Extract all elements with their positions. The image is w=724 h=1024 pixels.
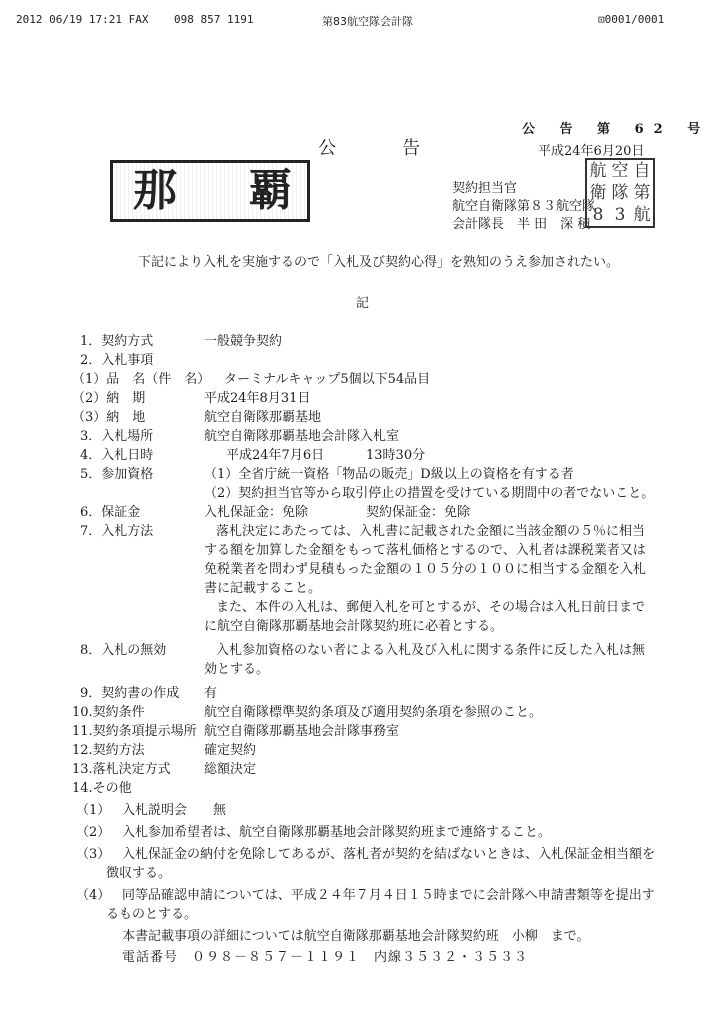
fax-page-icon: ⊡ — [598, 13, 605, 26]
item-value: 確定契約 — [204, 743, 257, 758]
item-value: 契約保証金：免除 — [366, 505, 471, 520]
other-label: （2） — [76, 825, 111, 840]
notice-date: 平成24年6月20日 — [538, 144, 645, 159]
item-line: （1）全省庁統一資格「物品の販売」D級以上の資格を有する者 — [204, 467, 574, 482]
item-line: また、本件の入札は、郵便入札を可とするが、その場合は入札日前日まで — [216, 600, 646, 615]
fax-page-count: 0001/0001 — [604, 13, 665, 26]
notice-number: 公 告 第 62 号 — [522, 122, 711, 137]
issuer-line3: 会計隊長 半 田 深 積 — [452, 217, 591, 232]
fax-sender: 第83航空隊会計隊 — [322, 15, 413, 28]
other-label: （3） — [76, 847, 111, 862]
item-value: 航空自衛隊那覇基地会計隊入札室 — [204, 429, 400, 444]
item-value: 有 — [204, 686, 218, 701]
item-line: 落札決定にあたっては、入札書に記載された金額に当該金額の５％に相当 — [216, 524, 646, 539]
item-value: 入札保証金：免除 — [204, 505, 309, 520]
item-value: 航空自衛隊標準契約条項及び適用契約条項を参照のこと。 — [204, 705, 543, 720]
contact-line: 本書記載事項の詳細については航空自衛隊那覇基地会計隊契約班 小柳 まで。 — [122, 929, 590, 944]
page-title: 公 告 — [318, 138, 444, 159]
seal-char: 隊 — [611, 183, 629, 203]
item-label: 5．参加資格 — [80, 467, 154, 482]
item-label: 6．保証金 — [80, 505, 141, 520]
other-line: 入札保証金の納付を免除してあるが、落札者が契約を結ばないときは、入札保証金相当額を — [122, 847, 656, 862]
item-value: 航空自衛隊那覇基地 — [204, 410, 322, 425]
item-label: （1）品 名（件 名） — [72, 372, 211, 387]
other-value: 入札参加希望者は、航空自衛隊那覇基地会計隊契約班まで連絡すること。 — [122, 825, 552, 840]
item-label: （2）納 期 — [72, 391, 146, 406]
seal-char: 第 — [633, 183, 651, 203]
item-label: 3．入札場所 — [80, 429, 154, 444]
seal-char: 自 — [633, 161, 651, 181]
other-line: 徴収する。 — [106, 866, 172, 881]
seal-char: 8 — [592, 205, 604, 225]
item-label: 11.契約条項提示場所 — [72, 724, 197, 739]
item-line: する額を加算した金額をもって落札価格とするので、入札者は課税業者又は — [204, 543, 646, 558]
other-value: 入札説明会 無 — [122, 803, 227, 818]
item-date: 平成24年7月6日 — [226, 448, 325, 463]
seal-char: 空 — [611, 161, 629, 181]
item-line: 免税業者を問わず見積もった金額の１０５分の１００に相当する金額を入札 — [204, 562, 647, 577]
seal-char: 航 — [633, 205, 651, 225]
item-label: 13.落札決定方式 — [72, 762, 171, 777]
item-value: 航空自衛隊那覇基地会計隊事務室 — [204, 724, 400, 739]
other-label: （1） — [76, 803, 111, 818]
item-line: に航空自衛隊那覇基地会計隊契約班に必着とする。 — [204, 619, 504, 634]
fax-datetime: 2012 06/19 17:21 FAX — [16, 13, 149, 26]
seal-char: 衛 — [589, 183, 607, 203]
item-line: 効とする。 — [204, 662, 270, 677]
item-line: 入札参加資格のない者による入札及び入札に関する条件に反した入札は無 — [216, 643, 646, 658]
item-value: 一般競争契約 — [204, 334, 283, 349]
fax-page — [598, 13, 664, 26]
item-value: 平成24年8月31日 — [204, 391, 311, 406]
naha-stamp: 那 覇 — [110, 160, 310, 222]
issuer-line2: 航空自衛隊第８３航空隊 — [452, 199, 596, 214]
phone-line: 電話番号 ０９８－８５７－１１９１ 内線３５３２・３５３３ — [122, 950, 529, 965]
item-line: （2）契約担当官等から取引停止の措置を受けている期間中の者でないこと。 — [204, 486, 655, 501]
other-line: 同等品確認申請については、平成２４年７月４日１５時までに会計隊へ申請書類等を提出す — [122, 888, 655, 903]
item-label: 1．契約方式 — [80, 334, 154, 349]
issuer-line1: 契約担当官 — [452, 181, 518, 196]
item-label: 2．入札事項 — [80, 353, 154, 368]
seal-char: 3 — [614, 205, 626, 225]
seal-char: 航 — [589, 161, 607, 181]
official-seal — [585, 158, 655, 228]
item-label: 12.契約方法 — [72, 743, 145, 758]
item-time: 13時30分 — [366, 448, 426, 463]
item-value: ターミナルキャップ5個以下54品目 — [224, 372, 431, 387]
item-label: 8．入札の無効 — [80, 643, 167, 658]
item-label: （3）納 地 — [72, 410, 146, 425]
item-label: 10.契約条件 — [72, 705, 145, 720]
fax-number: 098 857 1191 — [174, 13, 254, 26]
other-label: （4） — [76, 888, 111, 903]
item-label: 4．入札日時 — [80, 448, 154, 463]
intro-text: 下記により入札を実施するので「入札及び契約心得」を熟知のうえ参加されたい。 — [138, 255, 620, 270]
ki-heading: 記 — [356, 296, 370, 311]
item-label: 9．契約書の作成 — [80, 686, 180, 701]
item-value: 総額決定 — [204, 762, 257, 777]
item-line: 書に記載すること。 — [204, 581, 322, 596]
item-label: 7．入札方法 — [80, 524, 154, 539]
other-line: るものとする。 — [106, 907, 198, 922]
item-label: 14.その他 — [72, 781, 132, 796]
